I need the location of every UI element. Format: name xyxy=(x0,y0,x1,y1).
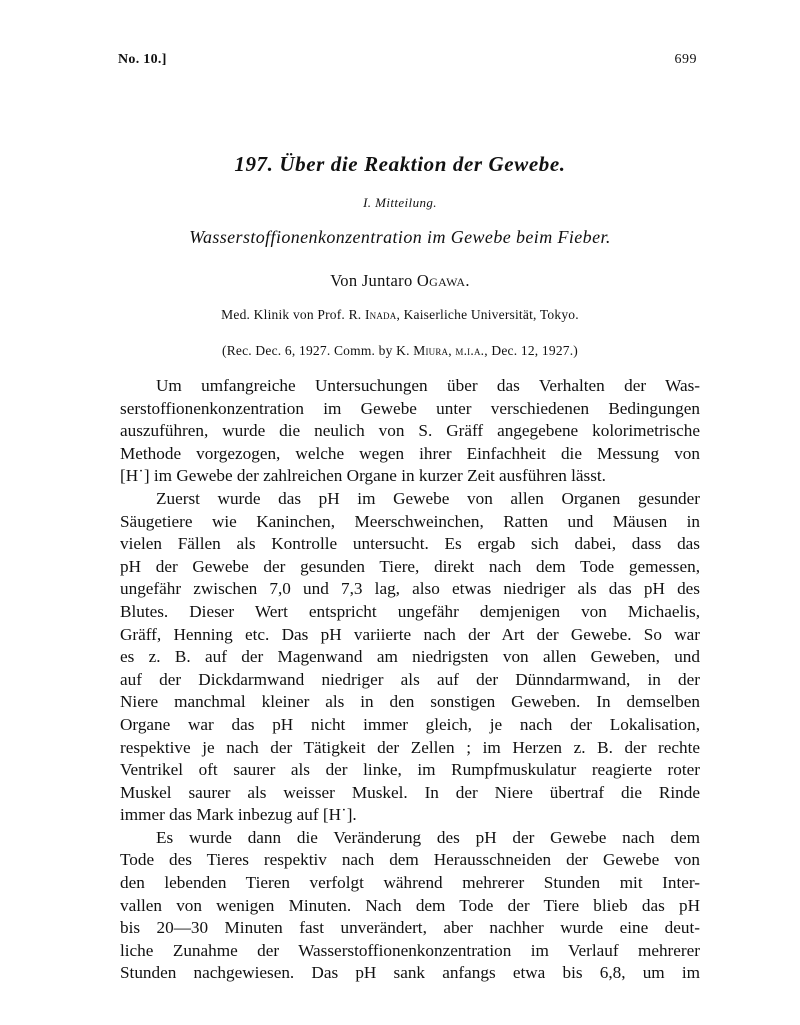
text-line: auszuführen, wurde die neulich von S. Gräff angegebene kolorimetrische xyxy=(120,421,700,441)
affiliation-name: Inada xyxy=(364,307,397,322)
article-subtitle: Wasserstoffionenkonzentration im Gewebe beim Fieber. xyxy=(189,227,611,247)
text-line: Stunden nachgewiesen. Das pH sank anfangs etwa bis 6,8, um im xyxy=(120,963,700,983)
text-line: [H˙] im Gewebe der zahlreichen Organe in kurzer Zeit ausführen lässt. xyxy=(120,466,606,486)
text-line: Es wurde dann die Veränderung des pH der Gewebe nach dem xyxy=(156,827,700,847)
text-line: es z. B. auf der Magenwand am niedrigsten von allen Geweben, und xyxy=(120,647,700,667)
text-line: Zuerst wurde das pH im Gewebe von allen Organen gesunder xyxy=(156,488,700,508)
text-line: Methode vorgezogen, welche wegen ihrer Einfachheit die Messung von xyxy=(120,443,700,463)
article-title: 197. Über die Reaktion der Gewebe. xyxy=(234,152,566,176)
affiliation-line xyxy=(0,307,800,323)
affiliation-prefix: Med. Klinik von Prof. R. xyxy=(221,307,365,322)
text-line: Gräff, Henning etc. Das pH variierte nach der Art der Gewebe. So war xyxy=(120,624,700,644)
text-line: Ventrikel oft saurer als der linke, im Rumpfmuskulatur reagierte roter xyxy=(120,760,700,780)
text-line: vallen von wenigen Minuten. Nach dem Tode der Tiere blieb das pH xyxy=(120,895,700,915)
text-line: Niere manchmal kleiner als in den sonstigen Geweben. In demselben xyxy=(120,692,700,712)
author-prefix: Von Juntaro xyxy=(330,271,417,290)
received-name: Miura, m.i.a. xyxy=(413,343,485,358)
text-line: Blutes. Dieser Wert entspricht ungefähr demjenigen von Michaelis, xyxy=(120,601,700,621)
text-line: Tode des Tieres respektiv nach dem Herausschneiden der Gewebe von xyxy=(120,850,700,870)
paragraph xyxy=(120,375,700,488)
text-line: bis 20—30 Minuten fast unverändert, aber nachher wurde eine deut- xyxy=(120,918,700,938)
affiliation-suffix: , Kaiserliche Universität, Tokyo. xyxy=(396,307,579,322)
text-line: respektive je nach der Tätigkeit der Zellen ; im Herzen z. B. der rechte xyxy=(120,737,700,757)
text-line: serstoffionenkonzentration im Gewebe unter verschiedenen Bedingungen xyxy=(120,398,700,418)
text-line: ungefähr zwischen 7,0 und 7,3 lag, also etwas niedriger als das pH des xyxy=(120,579,700,599)
text-line: Um umfangreiche Untersuchungen über das Verhalten der Was- xyxy=(156,376,700,395)
author-surname: Ogawa. xyxy=(416,271,470,290)
text-line: den lebenden Tieren verfolgt während mehrerer Stunden mit Inter- xyxy=(120,873,700,893)
received-line xyxy=(0,343,800,359)
page-number: 699 xyxy=(674,52,697,67)
received-suffix: , Dec. 12, 1927.) xyxy=(484,343,578,358)
text-line: Organe war das pH nicht immer gleich, je nach der Lokalisation, xyxy=(120,714,700,734)
text-line: pH der Gewebe der gesunden Tiere, direkt nach dem Tode gemessen, xyxy=(120,556,700,576)
text-line: auf der Dickdarmwand niedriger als auf der Dünndarmwand, in der xyxy=(120,669,700,689)
text-line: liche Zunahme der Wasserstoffionenkonzentration im Verlauf mehrerer xyxy=(120,940,700,960)
text-line: Säugetiere wie Kaninchen, Meerschweinchen, Ratten und Mäusen in xyxy=(120,511,700,531)
article-part: I. Mitteilung. xyxy=(363,195,437,210)
text-line: vielen Fällen als Kontrolle untersucht. Es ergab sich dabei, dass das xyxy=(120,534,700,554)
paragraph xyxy=(120,827,700,985)
author-line xyxy=(0,271,800,291)
body-text xyxy=(120,375,700,985)
issue-number: No. 10.] xyxy=(118,52,167,67)
text-line: immer das Mark inbezug auf [H˙]. xyxy=(120,805,357,825)
paragraph xyxy=(120,488,700,827)
received-prefix: (Rec. Dec. 6, 1927. Comm. by K. xyxy=(222,343,414,358)
text-line: Muskel saurer als weisser Muskel. In der Niere übertraf die Rinde xyxy=(120,782,700,802)
